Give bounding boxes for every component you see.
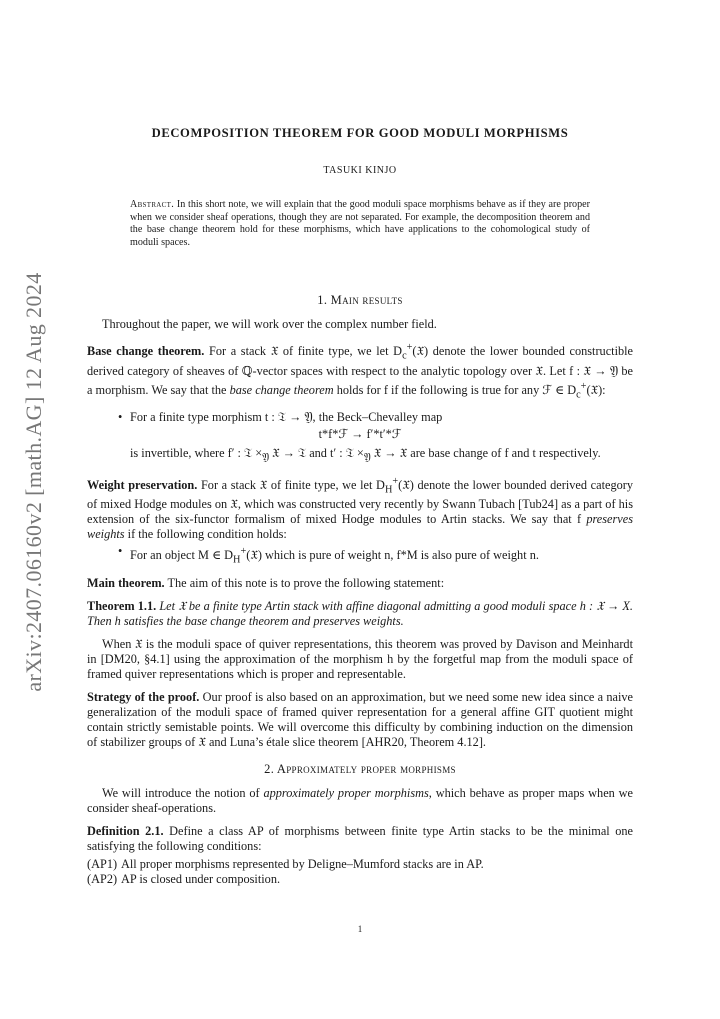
theorem-text: Let 𝔛 be a finite type Artin stack with affine diagonal admitting a good moduli space h : 𝔛 → X. Then h satisfies the base change theorem and preserves weights. <box>87 598 634 628</box>
definition-item-ap1 <box>87 857 633 872</box>
base-change-heading: Base change theorem. <box>87 344 205 359</box>
after-text-2: 𝔛 → 𝔗 and t′ : 𝔗 × <box>271 446 364 461</box>
quiver-paragraph: When 𝔛 is the moduli space of quiver representations, this theorem was proved by Davison and Meinhardt in [DM20, §4.1] using the approximation of the morphism h by the forgetful map from the moduli space of framed quiver representations which is proper and representable. <box>87 636 633 681</box>
strategy-text: Our proof is also based on an approximation, but we need some new idea since a naive generalization of the moduli space of framed quiver representation for a general affine GIT quotient might contain strictly semistable points. We will overcome this difficulty by combining induction on the dimension of stabilizer groups of 𝔛 and Luna’s étale slice theorem [AHR20, Theorem 4.12]. <box>87 689 633 749</box>
section-heading-main-results: 1. Main results <box>317 293 403 307</box>
arxiv-stamp-text: arXiv:2407.06160v2 [math.AG] 12 Aug 2024 <box>21 272 46 692</box>
weight-bullet-text-2: (𝔛) which is pure of weight n, f*M is also pure of weight n. <box>246 548 539 563</box>
section2-intro <box>87 786 633 816</box>
definition-text: Define a class AP of morphisms between finite type Artin stacks to be the minimal one satisfying the following conditions: <box>87 823 633 853</box>
ap2-text: AP is closed under composition. <box>121 871 281 886</box>
ap1-label: (AP1) <box>87 856 118 871</box>
bullet-icon: • <box>118 410 123 425</box>
weight-sup: + <box>392 475 399 487</box>
weight-text-1: For a stack 𝔛 of finite type, we let D <box>200 477 385 492</box>
weight-bullet-sup: + <box>240 546 247 558</box>
abstract-text: In this short note, we will explain that the good moduli space morphisms behave as if they are proper when we consider sheaf operations, though they are not separated. For example, the decomposition theorem and the base change theorem hold for these morphisms, which have applications to the cohomological study of moduli spaces. <box>130 199 590 248</box>
section2-intro-term: approximately proper morphisms <box>263 785 429 800</box>
base-change-paragraph <box>87 340 633 402</box>
main-theorem-text: The aim of this note is to prove the following statement: <box>167 575 445 590</box>
weight-bullet-text-1: For an object M ∈ D <box>130 548 234 563</box>
strategy-heading: Strategy of the proof. <box>87 689 200 704</box>
weight-sub: H <box>384 484 393 496</box>
after-sub-1: 𝔜 <box>262 452 269 464</box>
base-change-sub-1: c <box>402 350 407 362</box>
section-heading-approximately-proper: 2. Approximately proper morphisms <box>264 761 456 776</box>
main-theorem-heading: Main theorem. <box>87 575 165 590</box>
ap1-text: All proper morphisms represented by Deligne–Mumford stacks are in AP. <box>121 856 484 871</box>
base-change-bullet <box>87 410 633 425</box>
paper-title: DECOMPOSITION THEOREM FOR GOOD MODULI MORPHISMS <box>151 126 569 140</box>
paper-body <box>87 293 633 887</box>
strategy-paragraph <box>87 690 633 750</box>
base-change-sup-1: + <box>406 342 413 353</box>
abstract-label: Abstract. <box>130 199 175 210</box>
weight-term: preserves weights <box>87 512 633 542</box>
base-change-text-1: For a stack 𝔛 of finite type, we let D <box>208 344 403 359</box>
page-number: 1 <box>357 924 363 934</box>
base-change-term: base change theorem <box>229 382 334 397</box>
base-change-sup-2: + <box>580 380 587 392</box>
weight-paragraph <box>87 474 633 543</box>
weight-bullet <box>87 544 633 568</box>
weight-text-3: if the following condition holds: <box>127 527 287 542</box>
definition-2-1 <box>87 824 633 854</box>
definition-item-ap2 <box>87 872 633 887</box>
bullet-icon: • <box>118 544 123 559</box>
weight-text-2: (𝔛) denote the lower bounded derived category of mixed Hodge modules on 𝔛, which was constructed very recently by Swann Tubach [Tub24] as a part of his extension of the six-functor formalism of mixed Hodge modules to Artin stacks. We say that f <box>87 477 633 527</box>
main-theorem-paragraph <box>87 576 633 591</box>
beck-chevalley-display: t*f*ℱ → f′*t′*ℱ <box>318 427 402 442</box>
after-text-3: 𝔛 → 𝔛 are base change of f and t respectively. <box>373 446 601 461</box>
base-change-bullet-text: For a finite type morphism t : 𝔗 → 𝔜, the Beck–Chevalley map <box>130 410 443 425</box>
base-change-bullet-continuation <box>87 446 633 465</box>
theorem-1-1 <box>87 599 633 629</box>
definition-label: Definition 2.1. <box>87 823 164 838</box>
weight-bullet-sub: H <box>233 554 241 566</box>
after-text-1: is invertible, where f′ : 𝔗 × <box>130 446 263 461</box>
section2-intro-1: We will introduce the notion of <box>102 785 260 800</box>
weight-heading: Weight preservation. <box>87 477 198 492</box>
paper-author: TASUKI KINJO <box>323 165 397 176</box>
base-change-sub-2: c <box>576 389 581 401</box>
section2-intro-2: , which behave as proper maps when we consider sheaf-operations. <box>87 785 633 815</box>
base-change-text-4: (𝔛): <box>586 382 606 397</box>
intro-paragraph: Throughout the paper, we will work over the complex number field. <box>102 317 437 331</box>
ap2-label: (AP2) <box>87 871 118 886</box>
theorem-label: Theorem 1.1. <box>87 598 157 613</box>
base-change-text-3: holds for f if the following is true for any ℱ ∈ D <box>336 382 577 397</box>
after-sub-2: 𝔜 <box>363 452 371 464</box>
base-change-text-2: (𝔛) denote the lower bounded constructible derived category of sheaves of ℚ-vector spaces with respect to the analytic topology over 𝔛. Let f : 𝔛 → 𝔜 be a morphism. We say that the <box>87 344 634 397</box>
abstract <box>130 199 590 249</box>
